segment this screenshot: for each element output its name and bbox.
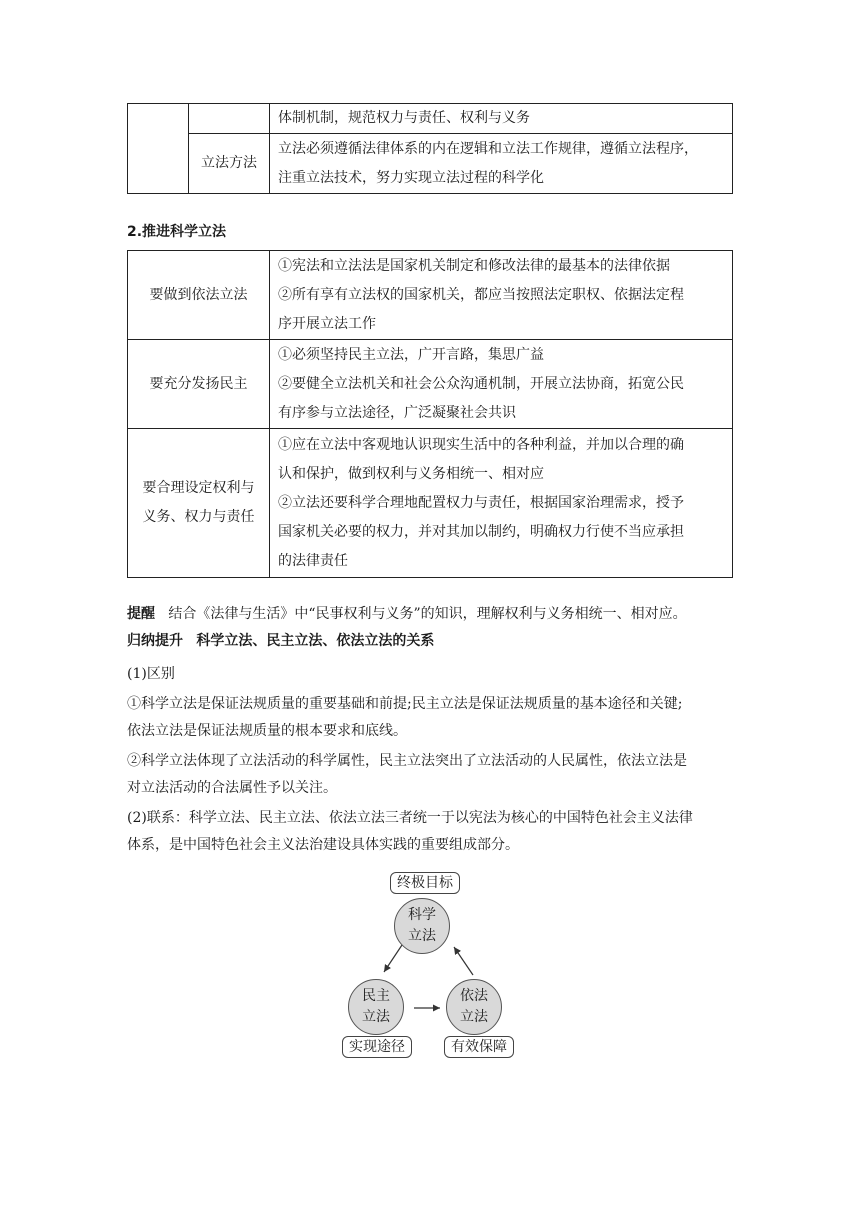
sub-heading-difference: (1)区别: [127, 666, 175, 682]
table-cell-text: 立法必须遵循法律体系的内在逻辑和立法工作规律，遵循立法程序， 注重立法技术，努力实现立法过程的科学化: [270, 134, 733, 194]
empty-cell: [128, 104, 189, 194]
table-row: [128, 429, 733, 578]
path-tag: 实现途径: [342, 1036, 412, 1058]
goal-tag: 终极目标: [390, 872, 460, 894]
section-heading: 2.推进科学立法: [127, 224, 227, 240]
table-row-label: 要充分发扬民主: [128, 340, 270, 429]
tip-paragraph: [127, 601, 737, 628]
lawful-legislation-circle: 依法 立法: [446, 979, 502, 1035]
table-cell-text: ①宪法和立法法是国家机关制定和修改法律的最基本的法律依据 ②所有享有立法权的国家机关，都应当按照法定职权、依据法定程 序开展立法工作: [270, 251, 733, 340]
tip-text: 结合《法律与生活》中“民事权利与义务”的知识，理解权利与义务相统一、相对应。: [168, 606, 687, 622]
legislation-relationship-diagram: [330, 868, 530, 1060]
paragraph-2: ②科学立法体现了立法活动的科学属性，民主立法突出了立法活动的人民属性，依法立法是 对立法活动的合法属性予以关注。: [127, 753, 687, 796]
table-cell-text: 体制机制，规范权力与责任、权利与义务: [270, 104, 733, 134]
table-row-label: 立法方法: [189, 134, 270, 194]
table-cell-text: ①必须坚持民主立法，广开言路，集思广益 ②要健全立法机关和社会公众沟通机制，开展立法协商，拓宽公民 有序参与立法途径，广泛凝聚社会共识: [270, 340, 733, 429]
democratic-legislation-circle: 民主 立法: [348, 979, 404, 1035]
summary-label: 归纳提升: [127, 633, 183, 649]
table-row-label: 要做到依法立法: [128, 251, 270, 340]
table-row: [128, 340, 733, 429]
arrow-top-to-left: [384, 945, 402, 972]
paragraph-1: ①科学立法是保证法规质量的重要基础和前提;民主立法是保证法规质量的基本途径和关键; 依法立法是保证法规质量的根本要求和底线。: [127, 696, 683, 739]
table-row: [128, 251, 733, 340]
arrow-right-to-top: [454, 947, 473, 975]
summary-heading: [127, 628, 434, 655]
guarantee-tag: 有效保障: [444, 1036, 514, 1058]
scientific-legislation-table: [127, 250, 733, 578]
empty-label-cell: [189, 104, 270, 134]
table-row-label: 要合理设定权利与 义务、权力与责任: [128, 429, 270, 578]
table-cell-text: ①应在立法中客观地认识现实生活中的各种利益，并加以合理的确 认和保护，做到权利与义务相统一、相对应 ②立法还要科学合理地配置权力与责任，根据国家治理需求，授予 国家机关必要的权力，并对其加以制约，明确权力行使不当应承担 的法律责任: [270, 429, 733, 578]
diagram-arrows: [330, 868, 530, 1060]
scientific-legislation-circle: 科学 立法: [394, 898, 450, 954]
legislation-table-continued: [127, 103, 733, 194]
summary-title: 科学立法、民主立法、依法立法的关系: [196, 633, 435, 649]
tip-label: 提醒: [127, 606, 155, 622]
paragraph-3: (2)联系：科学立法、民主立法、依法立法三者统一于以宪法为核心的中国特色社会主义法律 体系，是中国特色社会主义法治建设具体实践的重要组成部分。: [127, 810, 693, 853]
